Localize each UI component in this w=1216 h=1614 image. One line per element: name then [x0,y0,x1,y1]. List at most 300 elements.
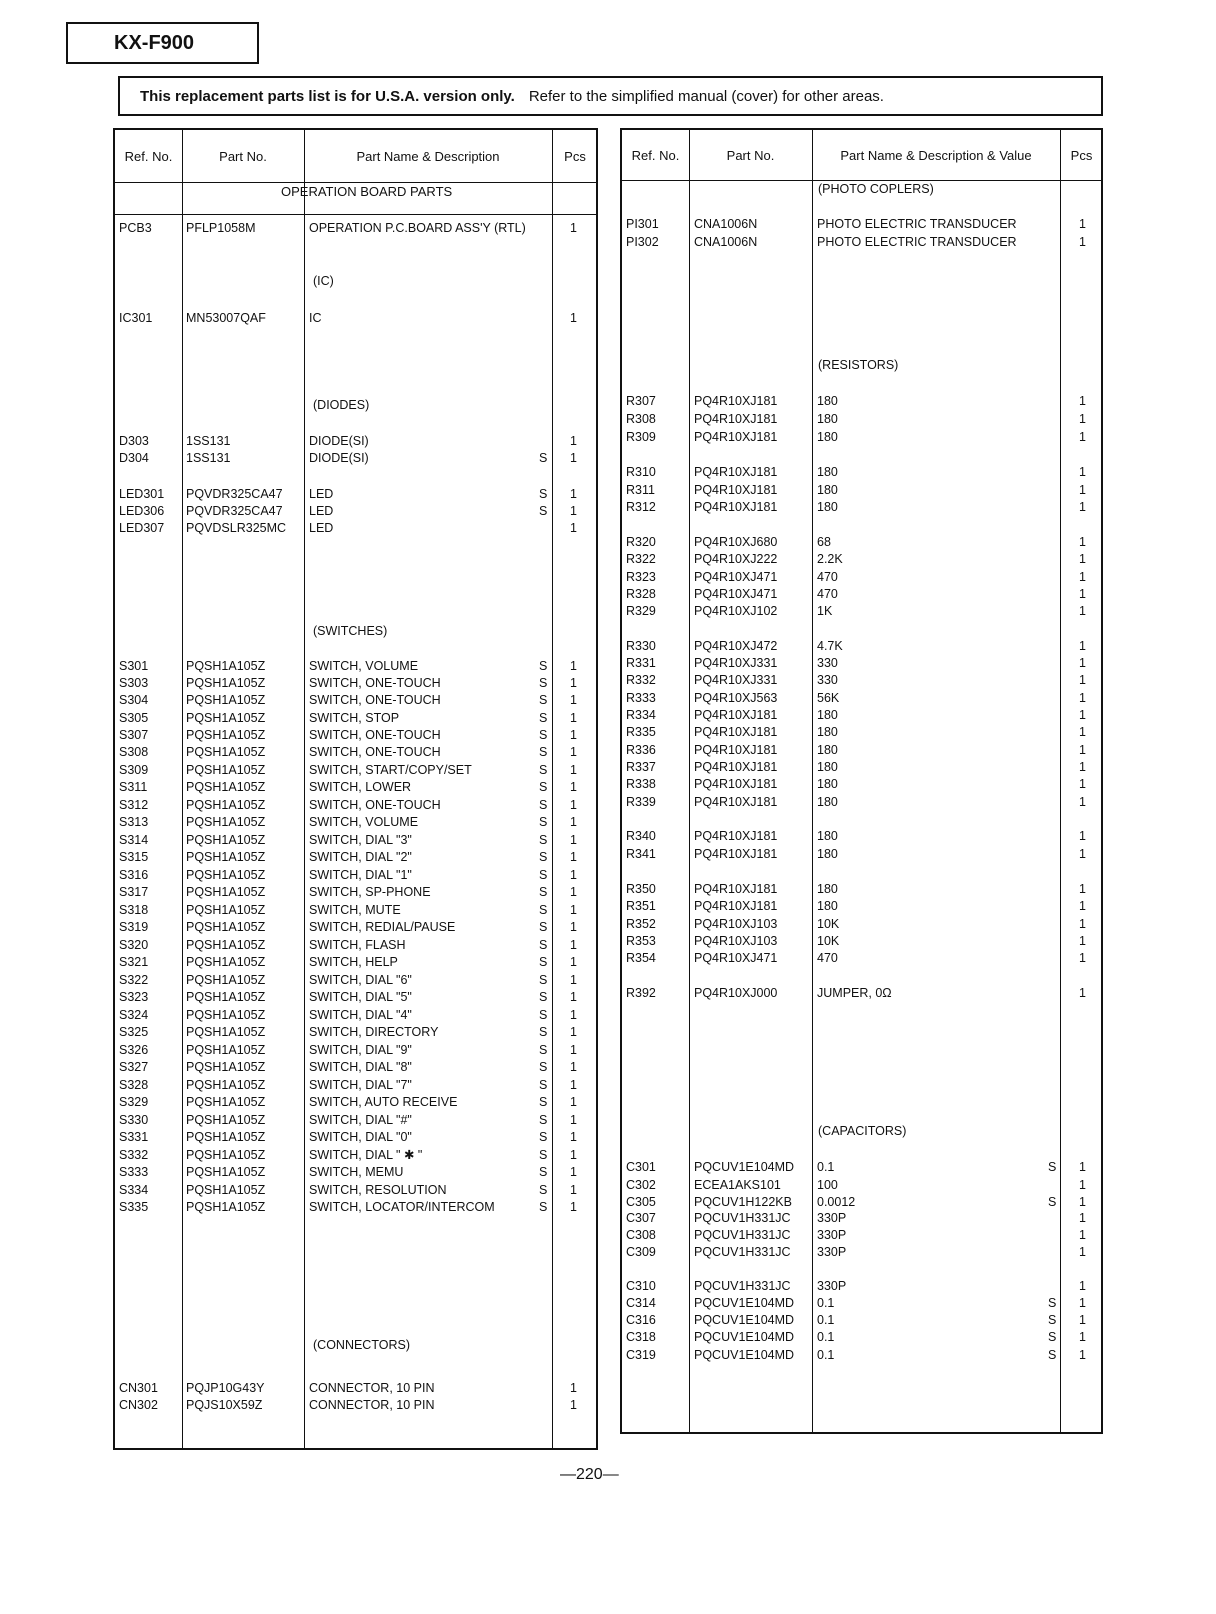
description-cell: SWITCH, DIAL "3" [309,833,412,847]
safety-mark-cell: S [539,1095,548,1109]
table-row [622,569,1101,586]
description-cell: SWITCH, DIAL "0" [309,1130,412,1144]
ref-no-cell: IC301 [119,311,153,325]
part-no-cell: PQSH1A105Z [186,1060,266,1074]
table-row [622,393,1101,410]
table-row [622,933,1101,950]
safety-mark-cell: S [539,745,548,759]
pcs-cell: 1 [570,798,577,812]
table-row [115,919,596,936]
part-no-cell: PQ4R10XJ181 [694,829,778,843]
pcs-cell: 1 [570,920,577,934]
table-row [622,411,1101,428]
description-cell: JUMPER, 0Ω [817,986,892,1000]
pcs-cell: 1 [570,745,577,759]
part-no-cell: PQ4R10XJ181 [694,708,778,722]
table-row [115,1129,596,1146]
pcs-cell: 1 [1079,777,1086,791]
pcs-cell: 1 [1079,934,1086,948]
pcs-cell: 1 [570,728,577,742]
ref-no-cell: C309 [626,1245,656,1259]
pcs-cell: 1 [1079,1330,1086,1344]
ref-no-cell: C305 [626,1195,656,1209]
part-no-cell: PQSH1A105Z [186,693,266,707]
pcs-cell: 1 [1079,483,1086,497]
ref-no-cell: R352 [626,917,656,931]
safety-mark-cell: S [539,1060,548,1074]
part-no-cell: PQSH1A105Z [186,903,266,917]
safety-mark-cell: S [1048,1348,1057,1362]
pcs-cell: 1 [1079,656,1086,670]
left-parts-table [113,128,598,1450]
ref-no-cell: S325 [119,1025,149,1039]
table-row [622,916,1101,933]
header-ref-no: Ref. No. [124,148,173,164]
part-no-cell: MN53007QAF [186,311,266,325]
section-label: (CAPACITORS) [818,1124,907,1138]
table-row [622,794,1101,811]
table-row [622,1329,1101,1346]
ref-no-cell: S328 [119,1078,149,1092]
header-divider [622,180,1101,181]
pcs-cell: 1 [570,938,577,952]
table-row [622,429,1101,446]
ref-no-cell: S321 [119,955,149,969]
part-no-cell: PQ4R10XJ181 [694,899,778,913]
header-pcs: Pcs [564,148,586,164]
pcs-cell: 1 [1079,1160,1086,1174]
table-row [622,1159,1101,1176]
part-no-cell: PQ4R10XJ181 [694,412,778,426]
description-cell: 0.1 [817,1330,835,1344]
part-no-cell: PQ4R10XJ181 [694,725,778,739]
table-row [115,1059,596,1076]
description-cell: 10K [817,917,840,931]
description-cell: DIODE(SI) [309,434,369,448]
description-cell: 180 [817,829,838,843]
ref-no-cell: S323 [119,990,149,1004]
part-no-cell: PQSH1A105Z [186,798,266,812]
part-no-cell: PQ4R10XJ102 [694,604,778,618]
page-number: —220— [560,1466,619,1483]
ref-no-cell: C316 [626,1313,656,1327]
description-cell: SWITCH, DIAL "2" [309,850,412,864]
table-row [622,742,1101,759]
table-row [622,534,1101,551]
table-row [115,1112,596,1129]
pcs-cell: 1 [570,833,577,847]
ref-no-cell: R341 [626,847,656,861]
ref-no-cell: PI301 [626,217,659,231]
ref-no-cell: R338 [626,777,656,791]
part-no-cell: PQSH1A105Z [186,990,266,1004]
pcs-cell: 1 [1079,500,1086,514]
description-cell: SWITCH, DIAL "8" [309,1060,412,1074]
description-cell: 180 [817,430,838,444]
ref-no-cell: R308 [626,412,656,426]
table-row [115,814,596,831]
part-no-cell: PQCUV1H122KB [694,1195,792,1209]
pcs-cell: 1 [570,221,577,235]
pcs-cell: 1 [570,1165,577,1179]
pcs-cell: 1 [570,990,577,1004]
pcs-cell: 1 [1079,847,1086,861]
section-label: (SWITCHES) [313,624,388,638]
ref-no-cell: S307 [119,728,149,742]
table-row [622,1244,1101,1261]
table-row [622,690,1101,707]
pcs-cell: 1 [570,1113,577,1127]
ref-no-cell: S301 [119,659,149,673]
part-no-cell: PQ4R10XJ471 [694,951,778,965]
pcs-cell: 1 [1079,1279,1086,1293]
table-row [115,486,596,503]
ref-no-cell: C318 [626,1330,656,1344]
part-no-cell: PQSH1A105Z [186,1043,266,1057]
notice-text: Refer to the simplified manual (cover) for other areas. [528,87,884,105]
pcs-cell: 1 [1079,604,1086,618]
table-row [115,972,596,989]
part-no-cell: PQ4R10XJ331 [694,656,778,670]
pcs-cell: 1 [1079,570,1086,584]
description-cell: 0.1 [817,1348,835,1362]
ref-no-cell: CN302 [119,1398,158,1412]
part-no-cell: PQVDR325CA47 [186,504,283,518]
ref-no-cell: R311 [626,483,655,497]
description-cell: 330P [817,1245,847,1259]
pcs-cell: 1 [1079,1313,1086,1327]
table-row [622,881,1101,898]
part-no-cell: PQ4R10XJ181 [694,743,778,757]
part-no-cell: PQSH1A105Z [186,780,266,794]
safety-mark-cell: S [539,676,548,690]
table-row [115,902,596,919]
table-row [115,1042,596,1059]
ref-no-cell: S335 [119,1200,149,1214]
part-no-cell: PQSH1A105Z [186,676,266,690]
description-cell: DIODE(SI) [309,451,369,465]
pcs-cell: 1 [1079,986,1086,1000]
safety-mark-cell: S [539,1130,548,1144]
table-row [622,551,1101,568]
safety-mark-cell: S [539,659,548,673]
section-label: (IC) [313,274,334,288]
part-no-cell: CNA1006N [694,235,758,249]
description-cell: 180 [817,795,838,809]
pcs-cell: 1 [570,1078,577,1092]
ref-no-cell: C310 [626,1279,656,1293]
part-no-cell: PQSH1A105Z [186,833,266,847]
safety-mark-cell: S [539,885,548,899]
part-no-cell: PQCUV1E104MD [694,1348,795,1362]
safety-mark-cell: S [539,798,548,812]
table-row [115,433,596,450]
description-cell: CONNECTOR, 10 PIN [309,1398,435,1412]
part-no-cell: 1SS131 [186,451,231,465]
ref-no-cell: S319 [119,920,149,934]
description-cell: SWITCH, HELP [309,955,398,969]
description-cell: SWITCH, START/COPY/SET [309,763,472,777]
part-no-cell: PQSH1A105Z [186,1183,266,1197]
description-cell: 2.2K [817,552,843,566]
part-no-cell: PQSH1A105Z [186,1113,266,1127]
ref-no-cell: R332 [626,673,656,687]
part-no-cell: PQ4R10XJ181 [694,760,778,774]
pcs-cell: 1 [570,885,577,899]
table-row [115,937,596,954]
table-row [622,1177,1101,1194]
ref-no-cell: R354 [626,951,656,965]
description-cell: LED [309,504,334,518]
safety-mark-cell: S [539,763,548,777]
part-no-cell: PQSH1A105Z [186,1025,266,1039]
part-no-cell: PQCUV1E104MD [694,1313,795,1327]
table-row [622,707,1101,724]
description-cell: 330 [817,673,838,687]
ref-no-cell: S333 [119,1165,149,1179]
description-cell: LED [309,521,334,535]
description-cell: 10K [817,934,840,948]
description-cell: SWITCH, MUTE [309,903,401,917]
table-row [622,950,1101,967]
pcs-cell: 1 [1079,691,1086,705]
table-row [115,727,596,744]
table-row [622,638,1101,655]
ref-no-cell: S334 [119,1183,149,1197]
pcs-cell: 1 [1079,795,1086,809]
ref-no-cell: S305 [119,711,149,725]
section-label: (CONNECTORS) [313,1338,410,1352]
safety-mark-cell: S [539,1008,548,1022]
table-row [115,658,596,675]
ref-no-cell: R329 [626,604,656,618]
ref-no-cell: C301 [626,1160,656,1174]
pcs-cell: 1 [1079,465,1086,479]
safety-mark-cell: S [539,990,548,1004]
table-title: OPERATION BOARD PARTS [281,184,453,199]
pcs-cell: 1 [570,311,577,325]
pcs-cell: 1 [1079,708,1086,722]
pcs-cell: 1 [1079,412,1086,426]
safety-mark-cell: S [539,1025,548,1039]
pcs-cell: 1 [1079,1348,1086,1362]
ref-no-cell: R323 [626,570,656,584]
table-row [622,1210,1101,1227]
description-cell: 470 [817,951,838,965]
pcs-cell: 1 [1079,1296,1086,1310]
description-cell: SWITCH, LOWER [309,780,412,794]
pcs-cell: 1 [1079,743,1086,757]
table-row [622,724,1101,741]
part-no-cell: PQ4R10XJ181 [694,795,778,809]
pcs-cell: 1 [1079,552,1086,566]
description-cell: 180 [817,777,838,791]
safety-mark-cell: S [539,1200,548,1214]
description-cell: CONNECTOR, 10 PIN [309,1381,435,1395]
part-no-cell: PQSH1A105Z [186,815,266,829]
pcs-cell: 1 [1079,899,1086,913]
part-no-cell: PQSH1A105Z [186,920,266,934]
table-row [115,1397,596,1414]
description-cell: 68 [817,535,831,549]
description-cell: SWITCH, ONE-TOUCH [309,676,441,690]
part-no-cell: PQ4R10XJ103 [694,934,778,948]
part-no-cell: 1SS131 [186,434,231,448]
table-row [622,759,1101,776]
description-cell: 180 [817,882,838,896]
table-row [115,310,596,327]
ref-no-cell: S330 [119,1113,149,1127]
model-name: KX-F900 [114,31,195,54]
part-no-cell: PQ4R10XJ181 [694,394,778,408]
pcs-cell: 1 [570,659,577,673]
pcs-cell: 1 [570,487,577,501]
ref-no-cell: S320 [119,938,149,952]
pcs-cell: 1 [1079,1178,1086,1192]
part-no-cell: PQ4R10XJ181 [694,465,778,479]
description-cell: OPERATION P.C.BOARD ASS'Y (RTL) [309,221,526,235]
description-cell: SWITCH, DIAL "4" [309,1008,412,1022]
part-no-cell: PQSH1A105Z [186,763,266,777]
table-row [622,1295,1101,1312]
pcs-cell: 1 [1079,1245,1086,1259]
part-no-cell: CNA1006N [694,217,758,231]
part-no-cell: PQCUV1E104MD [694,1160,795,1174]
part-no-cell: PQ4R10XJ181 [694,882,778,896]
table-row [622,985,1101,1002]
part-no-cell: ECEA1AKS101 [694,1178,781,1192]
part-no-cell: PQSH1A105Z [186,885,266,899]
ref-no-cell: PI302 [626,235,659,249]
description-cell: SWITCH, FLASH [309,938,406,952]
ref-no-cell: R322 [626,552,656,566]
pcs-cell: 1 [570,780,577,794]
description-cell: 0.1 [817,1296,835,1310]
description-cell: SWITCH, AUTO RECEIVE [309,1095,458,1109]
safety-mark-cell: S [539,868,548,882]
description-cell: SWITCH, ONE-TOUCH [309,745,441,759]
pcs-cell: 1 [1079,235,1086,249]
safety-mark-cell: S [539,903,548,917]
pcs-cell: 1 [1079,760,1086,774]
description-cell: SWITCH, DIAL "1" [309,868,412,882]
part-no-cell: PQJP10G43Y [186,1381,265,1395]
description-cell: 180 [817,847,838,861]
part-no-cell: PQSH1A105Z [186,1200,266,1214]
safety-mark-cell: S [539,1043,548,1057]
ref-no-cell: S322 [119,973,149,987]
part-no-cell: PQ4R10XJ181 [694,500,778,514]
safety-mark-cell: S [539,1113,548,1127]
part-no-cell: PQ4R10XJ103 [694,917,778,931]
pcs-cell: 1 [570,955,577,969]
pcs-cell: 1 [570,1060,577,1074]
safety-mark-cell: S [539,850,548,864]
safety-mark-cell: S [539,955,548,969]
table-row [115,744,596,761]
pcs-cell: 1 [570,711,577,725]
ref-no-cell: C302 [626,1178,656,1192]
ref-no-cell: R334 [626,708,656,722]
ref-no-cell: C319 [626,1348,656,1362]
safety-mark-cell: S [539,1165,548,1179]
pcs-cell: 1 [570,1148,577,1162]
pcs-cell: 1 [570,676,577,690]
table-row [115,849,596,866]
table-row [622,216,1101,233]
part-no-cell: PQ4R10XJ222 [694,552,778,566]
table-row [622,655,1101,672]
table-row [115,832,596,849]
safety-mark-cell: S [1048,1296,1057,1310]
table-row [115,692,596,709]
description-cell: 180 [817,465,838,479]
description-cell: 100 [817,1178,838,1192]
header-part-no: Part No. [726,147,775,163]
part-no-cell: PQSH1A105Z [186,1148,266,1162]
ref-no-cell: C314 [626,1296,656,1310]
section-label: (PHOTO COPLERS) [818,182,934,196]
pcs-cell: 1 [570,1183,577,1197]
ref-no-cell: S331 [119,1130,149,1144]
part-no-cell: PQSH1A105Z [186,955,266,969]
table-row [115,954,596,971]
description-cell: SWITCH, ONE-TOUCH [309,693,441,707]
pcs-cell: 1 [570,1381,577,1395]
part-no-cell: PQ4R10XJ000 [694,986,778,1000]
table-row [622,828,1101,845]
description-cell: PHOTO ELECTRIC TRANSDUCER [817,235,1017,249]
table-row [115,1007,596,1024]
description-cell: SWITCH, ONE-TOUCH [309,798,441,812]
pcs-cell: 1 [570,903,577,917]
table-row [622,234,1101,251]
pcs-cell: 1 [1079,1195,1086,1209]
safety-mark-cell: S [539,920,548,934]
description-cell: 470 [817,587,838,601]
table-row [115,989,596,1006]
ref-no-cell: R336 [626,743,656,757]
pcs-cell: 1 [1079,725,1086,739]
header-part-no: Part No. [219,148,267,164]
table-row [622,1278,1101,1295]
safety-mark-cell: S [1048,1313,1057,1327]
model-box [66,22,259,64]
table-row [115,1024,596,1041]
table-row [115,762,596,779]
description-cell: 180 [817,760,838,774]
description-cell: 180 [817,743,838,757]
part-no-cell: PQSH1A105Z [186,850,266,864]
ref-no-cell: S304 [119,693,149,707]
title-divider [115,214,596,215]
ref-no-cell: C307 [626,1211,656,1225]
pcs-cell: 1 [570,521,577,535]
pcs-cell: 1 [570,1130,577,1144]
description-cell: 180 [817,412,838,426]
description-cell: IC [309,311,322,325]
part-no-cell: PQSH1A105Z [186,1165,266,1179]
ref-no-cell: R312 [626,500,656,514]
pcs-cell: 1 [1079,1211,1086,1225]
table-row [115,797,596,814]
ref-no-cell: S303 [119,676,149,690]
pcs-cell: 1 [1079,587,1086,601]
pcs-cell: 1 [1079,1228,1086,1242]
safety-mark-cell: S [539,693,548,707]
header-description: Part Name & Description & Value [840,147,1032,163]
part-no-cell: PQSH1A105Z [186,868,266,882]
